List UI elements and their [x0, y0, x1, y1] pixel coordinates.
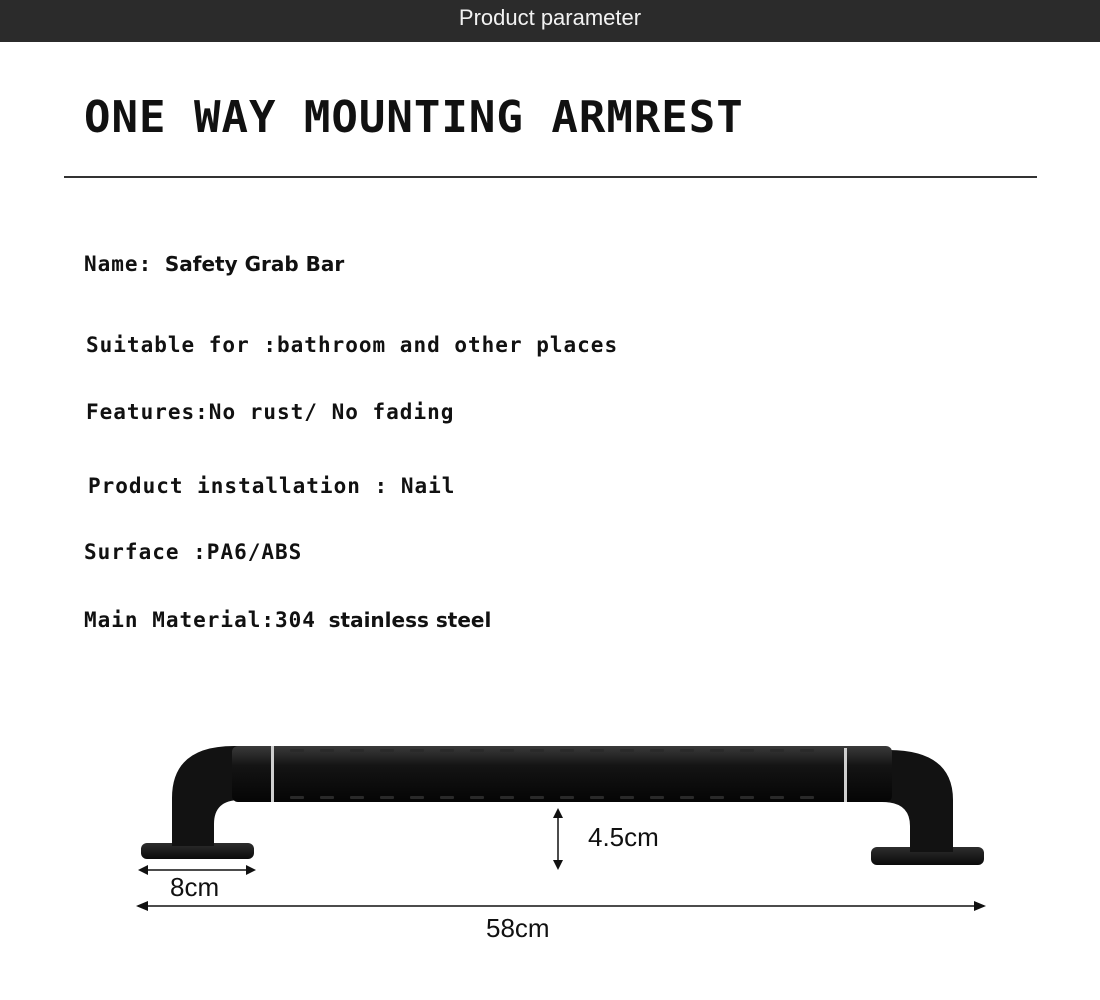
- total-length-label: 58cm: [486, 913, 550, 943]
- spec-suitable: [86, 333, 618, 357]
- grab-bar-handle: [232, 746, 892, 802]
- total-length-dimension-arrow: [136, 901, 986, 911]
- spec-installation: [88, 474, 455, 498]
- diameter-label: 4.5cm: [588, 822, 659, 852]
- diameter-dimension-arrow: [553, 808, 563, 870]
- spec-features-label: Features:: [86, 400, 209, 424]
- title-divider: [64, 176, 1037, 178]
- spec-surface: [84, 540, 302, 564]
- grab-bar-diagram: [0, 700, 1100, 970]
- left-accent-ring: [271, 746, 274, 802]
- spec-name-value: Safety Grab Bar: [164, 252, 345, 276]
- spec-features-value: No rust/ No fading: [208, 400, 455, 424]
- spec-material-label: Main Material:: [84, 608, 276, 632]
- spec-installation-label: Product installation :: [88, 474, 389, 498]
- spec-material-value: stainless steel: [328, 608, 492, 632]
- spec-suitable-label: Suitable for :: [86, 333, 278, 357]
- spec-surface-value: PA6/ABS: [206, 540, 303, 564]
- spec-name-label: Name:: [84, 252, 153, 276]
- grab-bar-left-bend: [172, 746, 240, 846]
- spec-name: [84, 252, 344, 276]
- grab-bar-right-bend: [882, 750, 953, 852]
- product-parameter-banner: [0, 0, 1100, 42]
- base-width-label: 8cm: [170, 872, 220, 902]
- spec-material-number: 304: [275, 608, 316, 632]
- banner-text: Product parameter: [458, 5, 642, 30]
- spec-surface-label: Surface :: [84, 540, 207, 564]
- spec-features: [86, 400, 454, 424]
- spec-material: [84, 608, 491, 632]
- page-title: ONE WAY MOUNTING ARMREST: [84, 92, 744, 143]
- spec-installation-value: Nail: [400, 474, 456, 498]
- right-accent-ring: [844, 748, 847, 802]
- spec-suitable-value: bathroom and other places: [277, 333, 619, 357]
